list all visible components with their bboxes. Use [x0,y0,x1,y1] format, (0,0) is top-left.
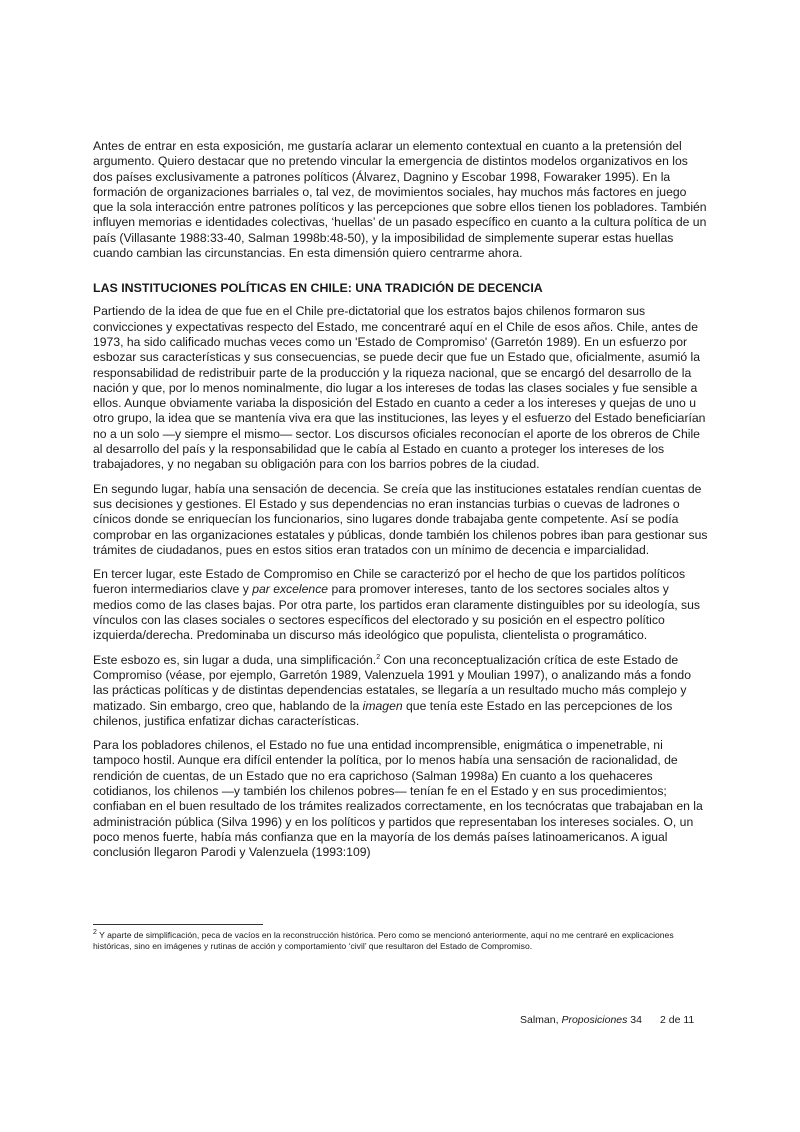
footer-author: Salman, [520,1014,562,1026]
italic-term: par excelence [252,582,329,597]
paragraph-text: que tenía este Estado en las percepciones de los chilenos, justifica enfatizar dichas características. [93,698,673,728]
italic-term: imagen [362,698,403,713]
paragraph-text: para promover intereses, tanto de los sectores sociales altos y medios como de las clases bajas. Por otra parte, los partidos eran claramente distinguibles por su ideología, sus vínculos con las clases sociales o sectores específicos del electorado y su posición en el espectro político izquierda/derecha. Predominaba un discurso más ideológico que populista, clientelista o programático. [93,582,700,643]
paragraph-decencia: En segundo lugar, había una sensación de decencia. Se creía que las instituciones estatales rendían cuentas de sus decisiones y gestiones. El Estado y sus dependencias no eran instancias turbias o cuevas de ladrones o cínicos donde se enriquecían los funcionarios, sino lugares donde trabajaba gente competente. Así se podía comprobar en las organizaciones estatales y públicas, donde también los chilenos pobres iban para gestionar sus trámites de ciudadanos, pues en estos sitios eran tratados con un mínimo de decencia e imparcialidad. [93,481,708,557]
paragraph-estado-compromiso: Partiendo de la idea de que fue en el Chile pre-dictatorial que los estratos bajos chilenos formaron sus convicciones y expectativas respecto del Estado, me concentraré aquí en el Chile de esos años. Chile, antes de 1973, ha sido calificado muchas veces como un 'Estado de Compromiso' (Garretón 1989). En un esfuerzo por esbozar sus características y sus consecuencias, se puede decir que fue un Estado que, oficialmente, asumió la responsabilidad de redistribuir parte de la producción y la riqueza nacional, que se encargó del desarrollo de la nación y que, por lo menos nominalmente, dio lugar a los intereses de todas las clases sociales y fue sensible a ellos. Aunque obviamente variaba la disposición del Estado en cuanto a ceder a los intereses y quejas de uno u otro grupo, la idea que se mantenía viva era que las instituciones, las leyes y el esfuerzo del Estado beneficiarían no a un solo —y siempre el mismo— sector. Los discursos oficiales reconocían el aporte de los obreros de Chile al desarrollo del país y la responsabilidad que le cabía al Estado en cuanto a proteger los intereses de los trabajadores, y no negaban su obligación para con los barrios pobres de la ciudad. [93,304,706,472]
page-number: 2 de 11 [660,1014,695,1026]
footer-journal: Proposiciones [561,1014,628,1026]
footnote-number: 2 [93,929,97,937]
footnote-text: Y aparte de simplificación, peca de vacíos en la reconstrucción histórica. Pero como se mencionó anteriormente, aquí no me centraré en explicaciones históricas, sino en imágenes y rutinas de acción y comportamiento ‘civil’ que resultaron del Estado de Compromiso. [93,930,674,952]
paragraph-simplificacion [93,653,708,729]
paragraph-partidos [93,567,708,643]
footnote [93,930,713,953]
paragraph-pobladores: Para los pobladores chilenos, el Estado no fue una entidad incomprensible, enigmática o impenetrable, ni tampoco hostil. Aunque era difícil entender la política, por lo menos había una sensación de racionalidad, de rendición de cuentas, de un Estado que no era caprichoso (Salman 1998a) En cuanto a los quehaceres cotidianos, los chilenos —y también los chilenos pobres— tenían fe en el Estado y en sus procedimientos; confiaban en el buen resultado de los trámites realizados correctamente, en los tecnócratas que trabajaban en la administración pública (Silva 1996) y en los políticos y partidos que representaban los intereses sociales. O, un poco menos fuerte, había más confianza que en la mayoría de los demás países latinoamericanos. A igual conclusión llegaron Parodi y Valenzuela (1993:109) [93,738,703,860]
paragraph-text: Con una reconceptualización crítica de este Estado de Compromiso (véase, por ejemplo, Garretón 1989, Valenzuela 1991 y Moulian 1997), o analizando más a fondo las prácticas políticas y de distintas dependencias estatales, se llegaría a un resultado mucho más complejo y matizado. Sin embargo, creo que, hablando de la [93,652,691,713]
paragraph-text: En tercer lugar, este Estado de Compromiso en Chile se caracterizó por el hecho de que los partidos políticos fueron intermediarios clave y [93,567,686,597]
footnote-divider [93,924,263,925]
paragraph-text: Este esbozo es, sin lugar a duda, una simplificación. [93,652,377,667]
paragraph-intro: Antes de entrar en esta exposición, me gustaría aclarar un elemento contextual en cuanto a la pretensión del argumento. Quiero destacar que no pretendo vincular la emergencia de distintos modelos organizativos en los dos países exclusivamente a patrones políticos (Álvarez, Dagnino y Escobar 1998, Fowaraker 1995). En la formación de organizaciones barriales o, tal vez, de movimientos sociales, hay muchos más factores en juego que la sola interacción entre patrones políticos y las percepciones que sobre ellos tienen los pobladores. También influyen memorias e identidades colectivas, ‘huellas’ de un pasado específico en cuanto a la cultura política de un país (Villasante 1988:33-40, Salman 1998b:48-50), y la imposibilidad de simplemente superar estas huellas cuando cambian las circunstancias. En esta dimensión quiero centrarme ahora. [93,139,707,261]
footer-issue: 34 [627,1014,642,1026]
section-heading: LAS INSTITUCIONES POLÍTICAS EN CHILE: UNA TRADICIÓN DE DECENCIA [93,281,543,296]
footnote-ref[interactable]: 2 [376,653,381,661]
page-footer [520,1014,694,1026]
document-body [93,139,708,869]
